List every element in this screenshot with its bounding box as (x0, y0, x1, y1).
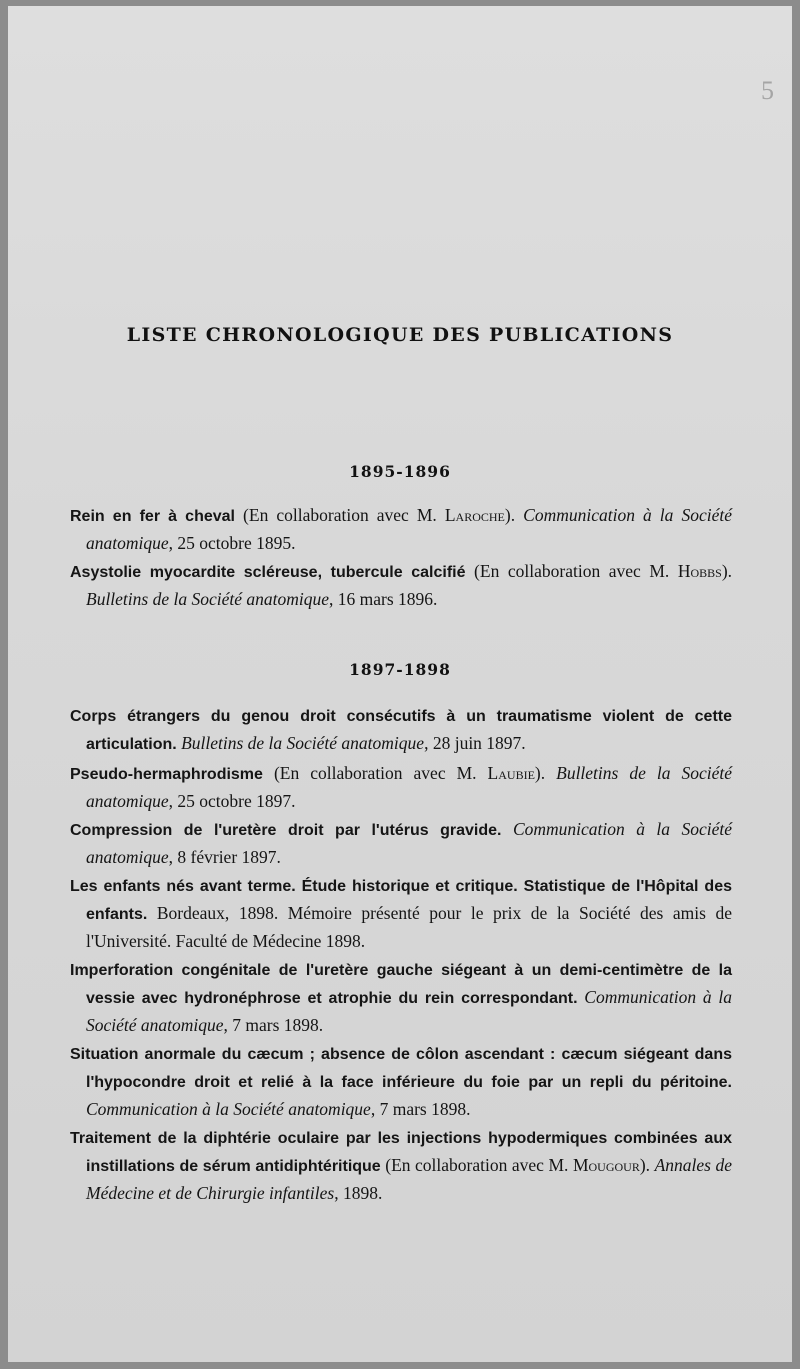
publication-entry: Situation anormale du cæcum ; absence de côlon ascendant : cæcum siégeant dans l'hypocondre droit et relié à la face inférieure du foie par un repli du péritoine. Communication à la Société anatomique, 7 mars 1898. (70, 1046, 732, 1119)
publication-entry: Pseudo-hermaphrodisme (En collaboration avec M. Laubie). Bulletins de la Société anatomique, 25 octobre 1897. (70, 763, 733, 811)
publication-entry: Corps étrangers du genou droit consécutifs à un traumatisme violent de cette articulation. Bulletins de la Société anatomique, 28 juin 1897. (70, 708, 732, 753)
publication-entry: Rein en fer à cheval (En collaboration avec M. Laroche). Communication à la Société anatomique, 25 octobre 1895. (70, 505, 732, 553)
publication-entry: Compression de l'uretère droit par l'utérus gravide. Communication à la Société anatomique, 8 février 1897. (70, 819, 732, 867)
entry-list-1895 (70, 502, 732, 612)
publication-entry: Asystolie myocardite scléreuse, tubercule calcifié (En collaboration avec M. Hobbs). Bulletins de la Société anatomique, 16 mars 1896. (70, 561, 733, 609)
publication-entry: Traitement de la diphtérie oculaire par les injections hypodermiques combinées aux instillations de sérum antidiphtéritique (En collaboration avec M. Mougour). Annales de Médecine et de Chirurgie infantiles, 1898. (70, 1130, 732, 1203)
page-number: 5 (761, 76, 774, 105)
publication-entry: Les enfants nés avant terme. Étude historique et critique. Statistique de l'Hôpital des enfants. Bordeaux, 1898. Mémoire présenté pour le prix de la Société des amis de l'Université. Faculté de Médecine 1898. (70, 878, 732, 951)
document-page (8, 6, 792, 1362)
section-year-1897: 1897-1898 (349, 660, 451, 679)
page-title: LISTE CHRONOLOGIQUE DES PUBLICATIONS (126, 324, 674, 346)
section-year-1895: 1895-1896 (349, 462, 451, 481)
bleed-through-text (68, 156, 768, 456)
publication-entry: Imperforation congénitale de l'uretère gauche siégeant à un demi-centimètre de la vessie avec hydronéphrose et atrophie du rein correspondant. Communication à la Société anatomique, 7 mars 1898. (70, 962, 732, 1035)
entry-list-1897 (70, 702, 732, 1206)
